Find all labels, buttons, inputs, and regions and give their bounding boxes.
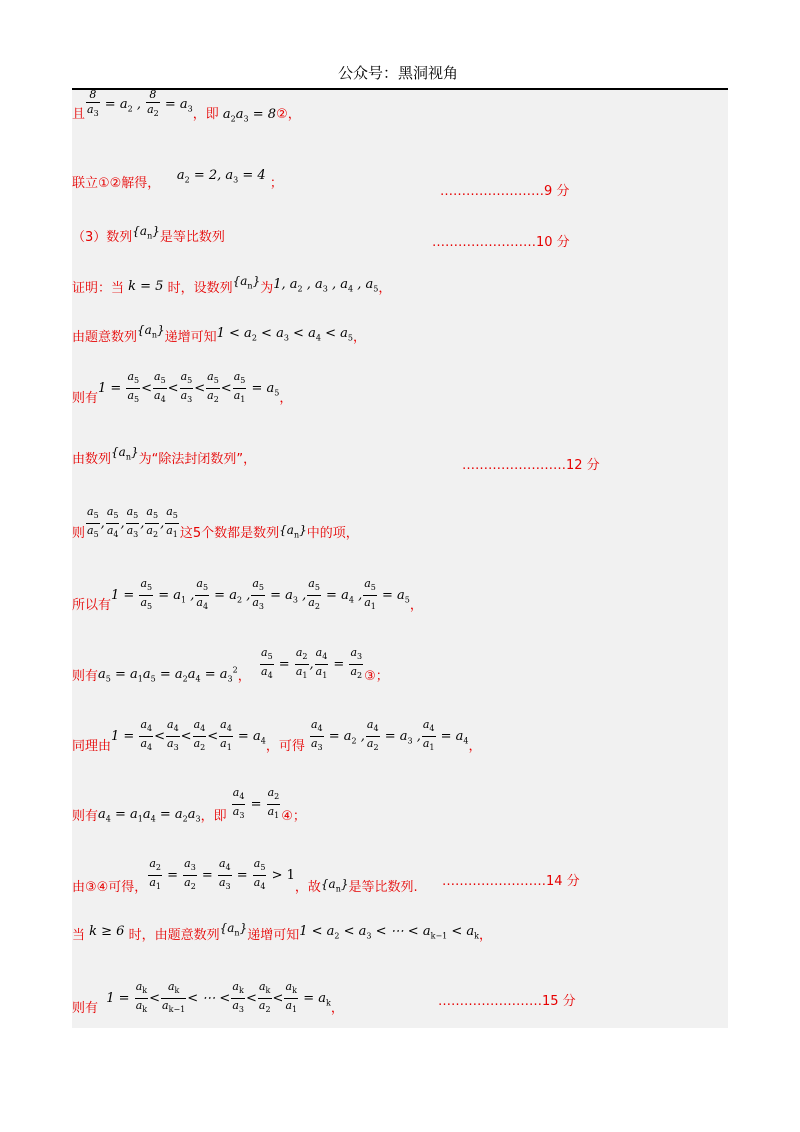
line-10: 则有$a_5 = a_1a_5 = a_2a_4 = a_3^2$， $\frac{a_5}{a_4}$ = $\frac{a_2}{a_1}$ , $\frac{a_4}{a_1}$ = $\frac{a_3}{a_2}$ ③； bbox=[72, 646, 389, 685]
text-l10-prefix: 则有 bbox=[72, 669, 99, 685]
text-l4-prefix: 证明：当 bbox=[72, 281, 125, 296]
text-l3-end: 是等比数列 bbox=[159, 230, 225, 245]
text-l2-prefix: 联立①②解得， bbox=[72, 176, 161, 191]
line-6: 则有1 = $\frac{a_5}{a_5}$ < $\frac{a_5}{a_4}$ < $\frac{a_5}{a_3}$ < $\frac{a_5}{a_2}$ < $\frac{a_5}{a_1}$ = $a_5$， bbox=[72, 370, 293, 407]
text-l10-mid: ， bbox=[237, 669, 251, 685]
text-l1-mid: ，即 bbox=[192, 107, 219, 123]
text-l8-end: 中的项， bbox=[306, 526, 359, 542]
score-9: ……………………9 分 bbox=[440, 184, 570, 199]
text-l2-end: ； bbox=[269, 176, 283, 191]
text-l4-end: ， bbox=[378, 281, 392, 296]
text-l13-end: 是等比数列. bbox=[348, 880, 418, 896]
text-l1-end: ②， bbox=[276, 107, 301, 123]
line-3: （3）数列$\{a_n\}$是等比数列 bbox=[72, 224, 225, 245]
line-5: 由题意数列$\{a_n\}$递增可知$1 < a_2 < a_3 < a_4 < a_5$， bbox=[72, 323, 366, 345]
text-l15-end: ， bbox=[330, 1001, 344, 1017]
line-7: 由数列$\{a_n\}$为“除法封闭数列”， bbox=[72, 445, 257, 467]
line-12: 则有$a_4 = a_1a_4 = a_2a_3$，即 $\frac{a_4}{a_3}$ = $\frac{a_2}{a_1}$ ④； bbox=[72, 786, 306, 825]
score-14: ……………………14 分 bbox=[442, 874, 580, 889]
text-l12-end: ④； bbox=[281, 809, 306, 825]
line-2: 联立①②解得， $a_2 = 2$, $a_3 = 4$ ； bbox=[72, 168, 283, 191]
text-l4-mid1: 时，设数列 bbox=[167, 281, 233, 296]
line-13: 由③④可得， $\frac{a_2}{a_1}$ = $\frac{a_3}{a_2}$ = $\frac{a_4}{a_3}$ = $\frac{a_5}{a_4}$ > 1，故$\{a_n\}$是等比数列. bbox=[72, 857, 418, 896]
line-14: 当 k ≥ 6 时，由题意数列$\{a_n\}$递增可知$1 < a_2 < a_3$ < ⋯ < $a_{k-1} < a_k$， bbox=[72, 921, 493, 943]
text-l11-end: ， bbox=[468, 739, 482, 755]
text-l15-prefix: 则有 bbox=[72, 1001, 99, 1017]
line-8: 则 $\frac{a_5}{a_5}$ , $\frac{a_5}{a_4}$ , $\frac{a_5}{a_3}$ , $\frac{a_5}{a_2}$ , $\frac{a_5}{a_1}$ 这5个数都是数列$\{a_n\}$中的项， bbox=[72, 505, 359, 542]
text-l11-prefix: 同理由 bbox=[72, 739, 112, 755]
solution-content bbox=[72, 90, 728, 1028]
text-l11-mid: ，可得 bbox=[265, 739, 305, 755]
text-l14-mid1: 时，由题意数列 bbox=[128, 928, 220, 943]
text-l14-end: ， bbox=[479, 928, 493, 943]
text-l10-end: ③； bbox=[364, 669, 389, 685]
text-l9-end: ， bbox=[409, 598, 423, 614]
line-11: 同理由1 = $\frac{a_4}{a_4}$ < $\frac{a_4}{a_3}$ < $\frac{a_4}{a_2}$ < $\frac{a_4}{a_1}$ = $a_4$，可得 $\frac{a_4}{a_3}$ = $a_2$ , $\frac{a_4}{a_2}$ = $a_3$ , $\frac{a_4}{a_1}$ = $a_4$， bbox=[72, 718, 482, 755]
text-l5-prefix: 由题意数列 bbox=[72, 330, 138, 345]
text-l8-prefix: 则 bbox=[72, 526, 86, 542]
score-15: ……………………15 分 bbox=[438, 994, 576, 1009]
text-l12-mid: ，即 bbox=[200, 809, 227, 825]
text-l6-end: ， bbox=[279, 391, 293, 407]
text-l6-prefix: 则有 bbox=[72, 391, 99, 407]
text-l5-end: ， bbox=[352, 330, 366, 345]
text-l14-prefix: 当 bbox=[72, 928, 86, 943]
text-l1-prefix: 且 bbox=[72, 107, 86, 123]
text-l5-mid: 递增可知 bbox=[164, 330, 217, 345]
score-12: ……………………12 分 bbox=[462, 458, 600, 473]
line-4: 证明：当 k = 5 时，设数列$\{a_n\}$为1, $a_2$ , $a_3$ , $a_4$ , $a_5$， bbox=[72, 274, 392, 296]
text-l14-mid2: 递增可知 bbox=[247, 928, 300, 943]
text-l13-mid: ，故 bbox=[294, 880, 321, 896]
text-l4-mid2: 为 bbox=[260, 281, 274, 296]
text-l9-prefix: 所以有 bbox=[72, 598, 112, 614]
text-l7-end: 为“除法封闭数列”， bbox=[138, 452, 257, 467]
text-l3-prefix: （3）数列 bbox=[72, 230, 133, 245]
line-1: 且 $\frac{8}{a_3}$ = $a_2$ , $\frac{8}{a_2}$ = $a_3$，即 $a_2a_3$ = 8②， bbox=[72, 88, 301, 124]
score-10: ……………………10 分 bbox=[432, 235, 570, 250]
line-9: 所以有1 = $\frac{a_5}{a_5}$ = $a_1$ , $\frac{a_5}{a_4}$ = $a_2$ , $\frac{a_5}{a_3}$ = $a_3$ , $\frac{a_5}{a_2}$ = $a_4$ , $\frac{a_5}{a_1}$ = $a_5$， bbox=[72, 577, 423, 614]
text-l8-mid: 这5个数都是数列 bbox=[179, 526, 280, 542]
line-15: 则有 1 = $\frac{a_k}{a_k}$ < $\frac{a_k}{a_{k-1}}$ < ⋯ < $\frac{a_k}{a_3}$ < $\frac{a_k}{a_2}$ < $\frac{a_k}{a_1}$ = $a_k$， bbox=[72, 980, 344, 1017]
page-header-title: 公众号：黑洞视角 bbox=[338, 64, 459, 82]
text-l12-prefix: 则有 bbox=[72, 809, 99, 825]
text-l7-prefix: 由数列 bbox=[72, 452, 112, 467]
text-l13-prefix: 由③④可得， bbox=[72, 880, 148, 896]
